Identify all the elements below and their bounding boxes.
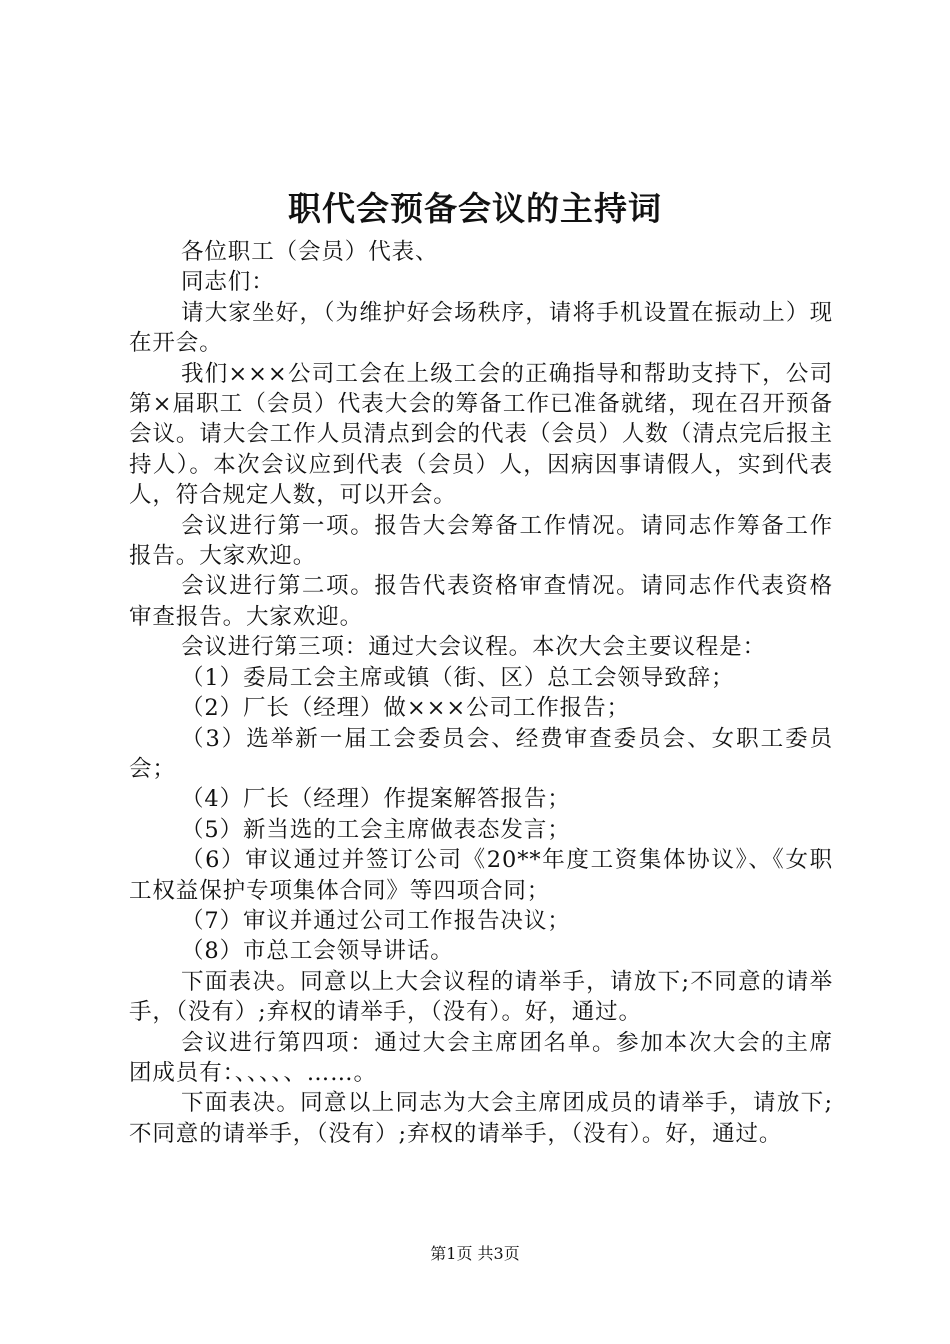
paragraph-item-two: 会议进行第二项。报告代表资格审查情况。请同志作代表资格审查报告。大家欢迎。 [129, 573, 833, 630]
agenda-item: （5）新当选的工会主席做表态发言； [181, 816, 571, 843]
paragraph-opening: 请大家坐好，（为维护好会场秩序，请将手机设置在振动上）现在开会。 [129, 299, 833, 357]
agenda-item: （2）厂长（经理）做×××公司工作报告； [181, 695, 630, 722]
page-footer: 第1页 共3页 [430, 1244, 520, 1263]
agenda-item: （3）选举新一届工会委员会、经费审查委员会、女职工委员会； [129, 725, 833, 782]
agenda-item: （4）厂长（经理）作提案解答报告； [181, 786, 571, 813]
paragraph-vote-agenda: 下面表决。同意以上大会议程的请举手，请放下;不同意的请举手，（没有）;弃权的请举手，（没有）。好，通过。 [129, 968, 833, 1026]
paragraph-preparation: 我们×××公司工会在上级工会的正确指导和帮助支持下，公司第×届职工（会员）代表大会的筹备工作已准备就绪，现在召开预备会议。请大会工作人员清点到会的代表（会员）人数（清点完后报主持人）。本次会议应到代表（会员）人，因病因事请假人，实到代表人，符合规定人数，可以开会。 [129, 360, 833, 509]
agenda-item: （6）审议通过并签订公司《20**年度工资集体协议》、《女职工权益保护专项集体合同》等四项合同； [129, 847, 833, 904]
paragraph-item-three: 会议进行第三项：通过大会议程。本次大会主要议程是： [181, 634, 767, 661]
document-body [129, 237, 833, 1149]
agenda-item: （7）审议并通过公司工作报告决议； [181, 907, 571, 934]
paragraph-salutation-2: 同志们： [181, 269, 275, 296]
paragraph-salutation-1: 各位职工（会员）代表、 [181, 239, 439, 265]
paragraph-vote-presidium: 下面表决。同意以上同志为大会主席团成员的请举手，请放下;不同意的请举手，（没有）;弃权的请举手，（没有）。好，通过。 [129, 1090, 833, 1147]
paragraph-item-one: 会议进行第一项。报告大会筹备工作情况。请同志作筹备工作报告。大家欢迎。 [129, 512, 833, 570]
paragraph-item-four: 会议进行第四项：通过大会主席团名单。参加本次大会的主席团成员有：、、、、、……。 [129, 1029, 833, 1086]
document-title: 职代会预备会议的主持词 [288, 189, 662, 228]
agenda-item: （1）委局工会主席或镇（街、区）总工会领导致辞； [181, 664, 735, 691]
agenda-item: （8）市总工会领导讲话。 [181, 938, 454, 965]
